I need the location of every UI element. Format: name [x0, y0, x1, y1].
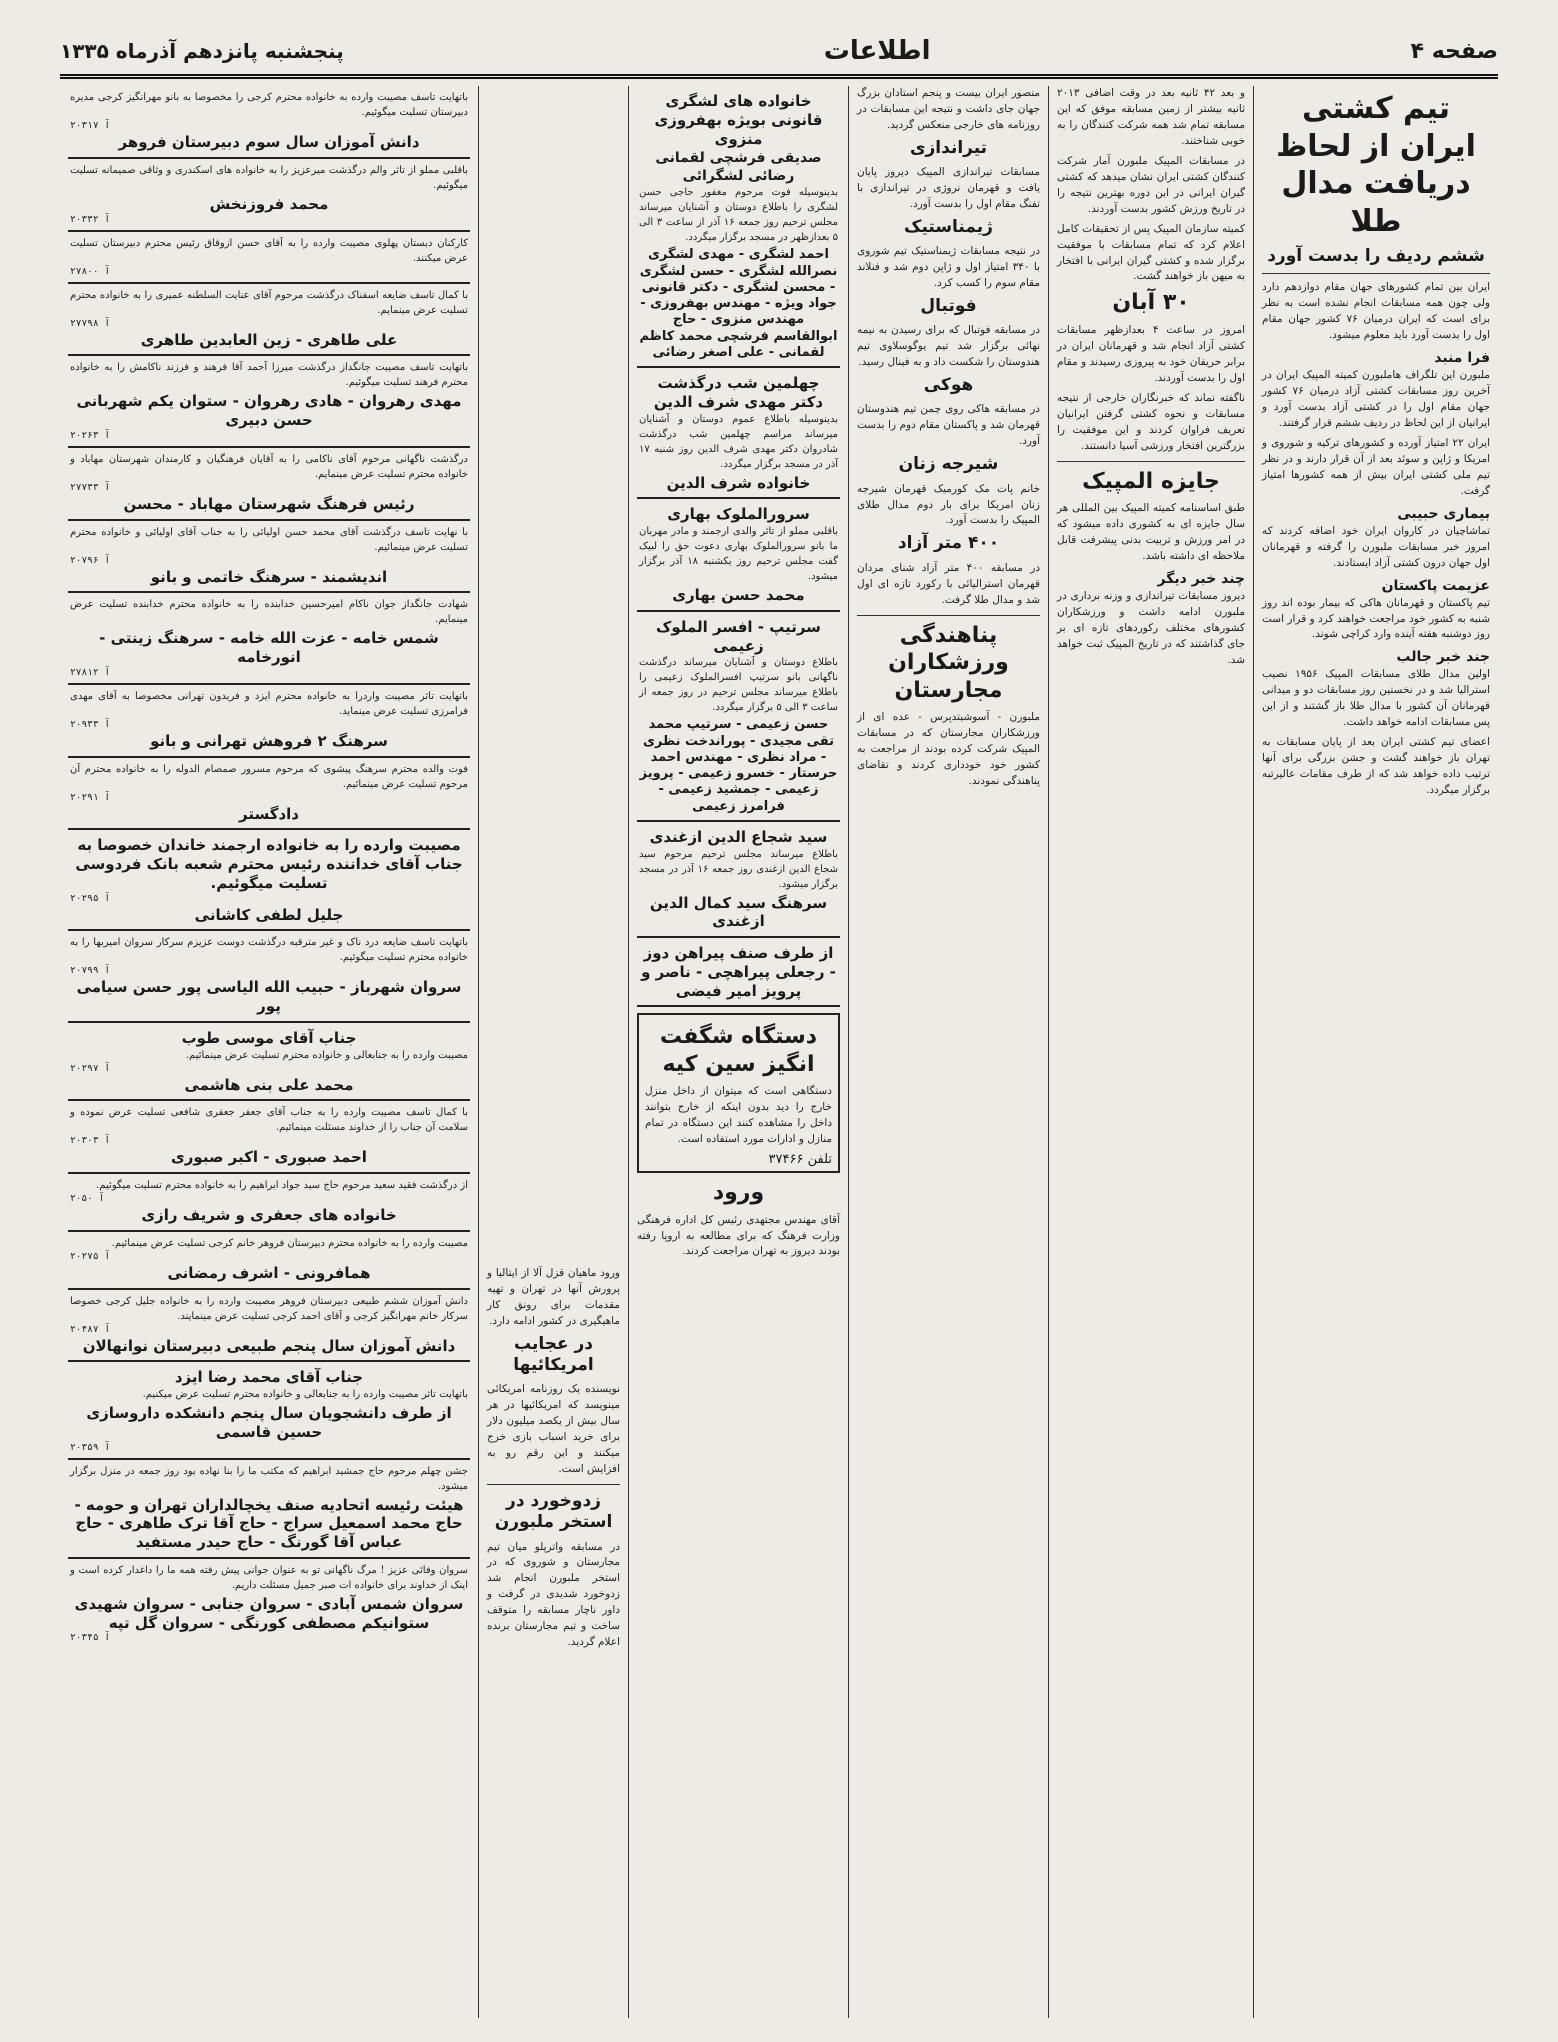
notice-title: سید شجاع الدین ازغندی [649, 827, 828, 846]
notice-code: ۲۰۵۰ آ [70, 1193, 105, 1204]
notice-text: باتهایت تاثر مصیبت وارده را به جنابعالی و خانواده محترم تسلیت عرض میکنیم. [142, 1389, 468, 1400]
notice-text: باقلبی مملو از تاثر والدی ارجمند و مادر مهربان ما بانو سرورالملوک بهاری دعوت حق را لبیک گفت مجلس ترحیم روز یکشنبه ۱۸ آذر برگزار میشود. [639, 526, 838, 582]
notice-code: ۲۷۸۱۲ آ [70, 666, 111, 678]
notice-text: باطلاع دوستان و آشنایان میرساند درگذشت ناگهانی بانو سرتیپ افسرالملوک زعیمی را باطلاع میرساند مجلس ترحیم در روز جمعه از ساعت ۳ الی ۵ برگزار میگردد. [639, 657, 838, 714]
notice-code: ۲۰۳۳۲ آ [70, 213, 111, 225]
notice-text: با نهایت تاسف درگذشت آقای محمد حسن اولیائی را به جناب آقای اولیائی و خانواده محترم تسلیت عرض مینمائیم. [70, 526, 468, 553]
obituary-notice [637, 938, 840, 1007]
notice-signature: محمد علی بنی هاشمی [184, 1075, 354, 1094]
notice-text: دانش آموزان ششم طبیعی دبیرستان فروهر مصیبت وارده را به خانواده جلیل کرجی خصوصا سرکار خانم مهرانگیز کرجی و آقای احمد کرجی تسلیت عرض مینمایند. [70, 1295, 468, 1322]
notice-text: باتهایت تاثر مصیبت واردرا به خانواده محترم ایزد و فریدون تهرانی مخصوصا به آقای مهدی فرامرزی تسلیت عرض مینماید. [70, 690, 468, 717]
notice-text: سروان وفائی عزیز ! مرگ ناگهانی تو به عنوان جوانی پیش رفته همه ما را داغدار کرده است و اینک از خداوند برای خانواده ات صبر جمیل مسئلت داریم. [70, 1564, 468, 1591]
condolence-notice [68, 356, 470, 448]
notice-signature: هیئت رئیسه اتحادیه صنف یخچالداران تهران و حومه - حاج محمد اسمعیل سراج - حاج آقا ترک طاهری - حاج عباس آقا گورنگ - حاج حیدر مستفید [74, 1495, 464, 1551]
condolence-notice [68, 1559, 470, 1649]
article-subhead: فرا منبد [1434, 350, 1490, 367]
condolence-notice [68, 1174, 470, 1232]
notice-signature: خانواده شرف الدین [666, 473, 811, 492]
article-paragraph: و بعد ۴۲ ثانیه بعد در وقت اضافی ۲۰۱۳ ثانیه بیشتر از زمین مسابقه موفق که این مسابقه تمام شد همه شرکت کنندگان را به خوبی شناختند. [1057, 87, 1245, 147]
article-subhead: چند خبر دیگر [1157, 570, 1245, 587]
page-number: صفحه ۴ [1410, 38, 1498, 64]
notice-code: ۲۰۲۷۵ آ [70, 1250, 111, 1262]
notice-title: خانواده های لشگری قانونی بویژه بهفروزی منزوی [654, 92, 823, 148]
notice-code: ۲۰۲۹۷ آ [70, 1062, 111, 1074]
notice-signature: دانش آموزان سال سوم دبیرستان فروهر [118, 133, 420, 151]
condolence-notice [68, 86, 470, 159]
column-3 [848, 86, 1048, 2018]
main-headline: تیم کشتی ایران از لحاظ دریافت مدال طلا [1276, 91, 1476, 239]
notice-signature: احمد صبوری - اکبر صبوری [171, 1148, 367, 1167]
condolence-notice [68, 159, 470, 232]
notice-code: ۲۰۳۴۵ آ [70, 1632, 111, 1644]
columns [60, 86, 1498, 2018]
obituary-notice [637, 499, 840, 612]
notice-code: ۲۰۲۹۵ آ [70, 892, 111, 904]
notice-code: ۲۰۳۱۷ آ [70, 120, 111, 131]
notice-text: شهادت جانگداز جوان ناکام امیرحسین خدابنده را به خانواده محترم خدابنده تسلیت عرض مینمایم. [70, 599, 468, 626]
notice-title: سرتیپ - افسر الملوک زعیمی [656, 617, 821, 655]
article-paragraph: امروز در ساعت ۴ بعدازظهر مسابقات کشتی آزاد انجام شد و قهرمانان ایران در برابر حریفان خود به پیروزی رسیدند و مقام اول را بدست آوردند. [1057, 323, 1245, 384]
notice-text: جشن چهلم مرحوم حاج جمشید ابراهیم که مکتب ما را بنا نهاده بود روز جمعه در منزل برگزار میشود. [70, 1465, 468, 1492]
ad-title: دستگاه شگفت انگیز سین کیه [659, 1024, 818, 1077]
notice-code: ۲۷۷۳۳ آ [70, 481, 111, 493]
issue-date: پنجشنبه پانزدهم آذرماه ۱۳۳۵ [60, 39, 344, 63]
notice-signature: محمد فروزنخش [209, 194, 329, 213]
curiosities-headline: در عجایب امریکائیها [513, 1333, 594, 1376]
divider [1057, 461, 1245, 462]
ad-text: دستگاهی است که میتوان از داخل منزل خارج را دید بدون اینکه از خارج بتوانند داخل را مشاهده کنند این دستگاه در تمام منازل و ادارات مورد استفاده است. [645, 1085, 832, 1146]
notice-signature: همافرونی - اشرف رمضانی [167, 1263, 371, 1282]
article-paragraph: در مسابقه فوتبال که برای رسیدن به نیمه نهائی برگزار شد تیم یوگوسلاوی تیم هندوستان را شکست داد و به فینال رسید. [857, 324, 1040, 369]
advertisement [637, 1013, 840, 1173]
obituary-notice [637, 612, 840, 822]
arrival-headline: ورود [712, 1180, 765, 1206]
article-paragraph: در مسابقه ۴۰۰ متر آزاد شنای مردان قهرمان استرالیائی با رکورد تازه ای اول شد و مدال طلا گرفت. [857, 561, 1040, 606]
notice-text: از درگذشت فقید سعید مرحوم حاج سید جواد ابراهیم را به خانواده محترم تسلیت میگوئیم. [96, 1180, 468, 1191]
article-paragraph: نویسنده یک روزنامه امریکائی مینویسد که امریکائیها در هر سال بیش از یکصد میلیون دلار برای خرید اسباب بازی خرج میکنند و این رقم رو به افزایش است. [487, 1383, 620, 1476]
article-paragraph: دیروز مسابقات تیراندازی و وزنه برداری در ملبورن ادامه داشت و ورزشکاران کشورهای مختلف رکوردهای تازه ای بر جای گذاشتند که در تاریخ المپیک ثبت خواهد شد. [1057, 589, 1245, 666]
notice-signatories: احمد لشگری - مهدی لشگری نصرالله لشگری - حسن لشگری - محسن لشگری - دکتر قانونی جواد ویژه - مهندس بهفروزی - مهندس منزوی - حاج ابوالقاسم فرشچی محمد کاظم لقمانی - علی اصغر رضائی [639, 247, 838, 360]
notice-text: مصیبت وارده را به خانواده ارجمند خاندان خصوصا به جناب آقای خداننده رئیس محترم شعبه بانک فردوسی تسلیت میگوئیم. [75, 836, 463, 892]
condolence-notice [68, 1290, 470, 1363]
article-paragraph: اعضای تیم کشتی ایران بعد از پایان مسابقات به تهران باز خواهند گشت و جشن بزرگی برای آنها ترتیب داده خواهد شد که از طرف مقامات عالیرتبه برگزار میگردد. [1262, 736, 1490, 797]
notice-signature: سروان شمس آبادی - سروان جنابی - سروان شهیدی ستوانیکم مصطفی کورنگی - سروان گل تپه [74, 1594, 464, 1632]
article-subhead: ۳۰ آبان [1112, 290, 1190, 316]
condolence-notice [68, 1460, 470, 1559]
article-paragraph: تیم پاکستان و قهرمانان هاکی که بیمار بوده اند روز شنبه به کشور خود مراجعت خواهند کرد و قرار است روز دوشنبه هفته آینده وارد کراچی شوند. [1262, 596, 1490, 641]
notice-signature: اندیشمند - سرهنگ خاتمی و بانو [150, 567, 388, 586]
column-4 [628, 86, 848, 2018]
obituary-notice [637, 368, 840, 499]
notice-signature: دانش آموزان سال پنجم طبیعی دبیرستان نوانهالان [82, 1336, 456, 1355]
notice-title: چهلمین شب درگذشت دکتر مهدی شرف الدین [653, 374, 824, 411]
obituary-notice [637, 822, 840, 938]
notice-code: ۲۰۲۶۳ آ [70, 429, 111, 441]
notice-text: باتهایت تاسف مصیبت جانگداز درگذشت میرزا آحمد آقا فرهند و فرزند ناکامش را به خانواده محترم فرهند تسلیت میگوئیم. [70, 362, 468, 389]
notice-signature: مهدی رهروان - هادی رهروان - ستوان یکم شهربانی حسن دبیری [76, 392, 462, 429]
notice-subtitle: صدیقی فرشچی لقمانی رضائی لشگرائی [655, 150, 822, 184]
notice-code: ۲۷۷۹۸ آ [70, 317, 111, 329]
notice-text: مصیبت وارده را به جنابعالی و خانواده محترم تسلیت عرض مینمائیم. [185, 1049, 468, 1061]
notice-code: ۲۰۲۹۱ آ [70, 791, 111, 803]
notice-text: باطلاع میرساند مجلس ترحیم مرحوم سید شجاع الدین ازغندی روز جمعه ۱۶ آذر در مسجد برگزار میشود. [639, 848, 838, 890]
column-6 [60, 86, 478, 2018]
divider [487, 1484, 620, 1485]
notice-title: جناب آقای محمد رضا ایزد [174, 1368, 364, 1387]
notice-title: سرورالملوک بهاری [667, 505, 810, 524]
asylum-headline: پناهندگی ورزشکاران مجارستان [888, 622, 1009, 703]
notice-continuation-space [487, 86, 620, 1266]
article-paragraph: منصور ایران بیست و پنجم استادان بزرگ جهان جای داشت و نتیجه این مسابقات در روزنامه های خارجی منعکس گردید. [857, 87, 1040, 131]
condolence-notice [68, 521, 470, 594]
article-paragraph: کمیته سازمان المپیک پس از تحقیقات کامل اعلام کرد که تمام مسابقات با موفقیت برگزار شده و کشتی گیران ایرانی با افتخار به میهن باز خواهند گشت. [1057, 222, 1245, 283]
notice-text: باقلبی مملو از تاثر والم درگذشت میرعزیز را به خانواده های اسکندری و وثاقی صمیمانه تسلیت میگوئیم. [70, 164, 468, 191]
obituary-notice [637, 86, 840, 368]
article-paragraph: در مسابقه واترپلو میان تیم مجارستان و شوروی که در استخر ملبورن انجام شد زدوخورد شدیدی در گرفت و داور ناچار مسابقه را متوقف ساخت و تیم مجارستان برنده اعلام گردید. [487, 1540, 620, 1649]
notice-text: کارکنان دبستان پهلوی مصیبت وارده را به آقای حسن ازوقاق رئیس محترم دبیرستان تسلیت عرض میکنند. [70, 237, 468, 264]
notice-text: با کمال تاسف مصیبت وارده را به جناب آقای جعفر جعفری شافعی تسلیت عرض نموده و سلامت آن جناب را از خداوند مسئلت مینمائیم. [70, 1107, 468, 1134]
notice-text: باتهایت تاسف مصیبت وارده به خانواده محترم کرجی را مخصوصا به بانو مهرانگیز کرجی مدیره دبیرستان تسلیت میگوئیم. [70, 92, 468, 118]
article-paragraph: ایران بین تمام کشورهای جهان مقام دوازدهم دارد ولی چون همه مسابقات انجام نشده است به نظر برای است که ایران درمیان ۷۶ کشور جهان مقام اول را بدست آورد باید معلوم میشود. [1262, 281, 1490, 342]
condolence-notice [68, 284, 470, 357]
article-paragraph: مسابقات تیراندازی المپیک دیروز پایان یافت و قهرمان نروژی در تیراندازی با تفنگ مقام اول را بدست آورد. [857, 166, 1040, 211]
article-paragraph: در مسابقات المپیک ملبورن آمار شرکت کنندگان کشتی ایران نشان میدهد که کشتی گیران ایرانی در این دوره بهترین نتیجه را در تاریخ ورزش کشور بدست آوردند. [1057, 154, 1245, 215]
notice-code: ۲۷۸۰۰ آ [70, 265, 111, 277]
column-1 [1253, 86, 1498, 2018]
condolence-notice [68, 931, 470, 1023]
article-paragraph: ملبورن این تلگراف هاملبورن کمیته المپیک ایران در آخرین روز مسابقات کشتی آزاد درمیان ۷۶ کشور جهان مقام اول را در کشتی آزاد بدست آورد و ایرانیان از این لحاظ در ردیف ششم قرار گرفتند. [1262, 369, 1490, 429]
condolence-notice [68, 1101, 470, 1174]
olympic-prize-headline: جایزه المپیک [1082, 468, 1220, 494]
article-paragraph: خانم پات مک کورمیک قهرمان شیرجه زنان امریکا برای بار دوم مدال طلای المپیک را بدست آورد. [857, 482, 1040, 527]
notice-text: با کمال تاسف ضایعه اسفناک درگذشت مرحوم آقای عنایت السلطنه عمیری را به خانواده محترم تسلیت عرض مینمایم. [70, 289, 468, 316]
notice-text: بدینوسیله باطلاع عموم دوستان و آشنایان میرساند مراسم چهلمین شب درگذشت شادروان دکتر مهدی شرف الدین روز شنبه ۱۷ آذر در مسجد برگزار میگردد. [639, 413, 838, 470]
article-paragraph: در مسابقه هاکی روی چمن تیم هندوستان قهرمان شد و پاکستان مقام دوم را بدست آورد. [857, 403, 1040, 448]
notice-signature: شمس خامه - عزت الله خامه - سرهنگ زینتی - انورخامه [99, 629, 439, 666]
article-subhead: هوکی [923, 375, 974, 396]
notice-signature: علی طاهری - زین العابدین طاهری [140, 330, 398, 349]
article-subhead: ژیمناستیک [904, 216, 993, 237]
article-subhead: بیماری حبیبی [1397, 505, 1490, 522]
notice-code: ۲۰۷۹۶ آ [70, 554, 111, 566]
notice-code: ۲۰۷۹۹ آ [70, 965, 111, 977]
notice-signatories: حسن زعیمی - سرتیپ محمد تقی مجیدی - پوراندخت نظری - مراد نظری - مهندس احمد حرستار - خسرو زعیمی - پرویز زعیمی - جمشید زعیمی - فرامرز زعیمی [639, 717, 838, 814]
article-paragraph: طبق اساسنامه کمیته المپیک بین المللی هر سال جایزه ای به کشوری داده میشود که در امر ورزش و تربیت بدنی پیشرفت قابل ملاحظه ای داشته باشد. [1057, 502, 1245, 562]
newspaper-name: اطلاعات [823, 36, 931, 66]
column-5 [478, 86, 628, 2018]
notice-code: ۲۰۹۳۳ آ [70, 718, 111, 730]
article-subhead: عزیمت پاکستان [1381, 577, 1490, 594]
notice-code: ۲۰۴۸۷ آ [70, 1323, 111, 1335]
ad-phone: تلفن ۳۷۴۶۶ [768, 1152, 832, 1168]
column-2 [1048, 86, 1253, 2018]
article-subhead: فوتبال [920, 296, 977, 317]
notice-signature: از طرف دانشجویان سال پنجم دانشکده داروسازی حسین قاسمی [86, 1404, 452, 1441]
notice-text: درگذشت ناگهانی مرحوم آقای ناکامی را به آقایان فرهنگیان و کارمندان شهرستان مهاباد و خانواده محترم تسلیت عرض مینمایم. [70, 453, 468, 480]
article-subhead: شیرجه زنان [898, 454, 999, 475]
notice-signature: سرهنگ سید کمال الدین ازغندی [649, 893, 828, 931]
divider [857, 615, 1040, 616]
notice-text: فوت والده محترم سرهنگ پیشوی که مرحوم مسرور صمصام الدوله را به خانواده محترم آن مرحوم تسلیت عرض مینمائیم. [70, 763, 468, 790]
article-subhead: تیراندازی [909, 137, 988, 158]
condolence-notice [68, 830, 470, 931]
notice-signature: محمد حسن بهاری [672, 586, 805, 604]
article-subhead: ۴۰۰ متر آزاد [897, 533, 1000, 554]
notice-signature: دادگستر [239, 804, 299, 823]
article-paragraph: آقای مهندس مجتهدی رئیس کل اداره فرهنگی وزارت فرهنگ که برای مطالعه به اروپا رفته بودند دیروز به تهران مراجعت کردند. [637, 1213, 840, 1258]
article-paragraph: در نتیجه مسابقات ژیمناستیک تیم شوروی با ۳۴۰ امتیاز اول و ژاپن دوم شد و فنلاند مقام سوم را کسب کرد. [857, 245, 1040, 290]
condolence-notice [68, 758, 470, 831]
condolence-notice [68, 232, 470, 284]
notice-signature: سروان شهرباز - حبیب الله الیاسی پور حسن سیامی پور [76, 978, 462, 1015]
condolence-notice [68, 685, 470, 758]
divider [1262, 273, 1490, 274]
main-subheadline: ششم ردیف را بدست آورد [1267, 246, 1485, 266]
notice-title: از طرف صنف پیراهن دوز - رجعلی پیراهچی - ناصر و پرویز امیر فیضی [641, 944, 836, 1000]
notice-title: جناب آقای موسی طوب [181, 1028, 357, 1047]
article-paragraph: اولین مدال طلای مسابقات المپیک ۱۹۵۶ نصیب استرالیا شد و در نخستین روز مسابقات دو و میدانی قهرمانان آن کشور با مدال طلا باز گشتند و از این پس مسابقات ادامه خواهد داشت. [1262, 668, 1490, 729]
condolence-notice [68, 593, 470, 685]
article-subhead: جند خبر جالب [1396, 649, 1490, 666]
condolence-notice [68, 1232, 470, 1290]
notice-text: بدینوسیله فوت مرحوم مغفور حاجی حسن لشگری را باطلاع دوستان و آشنایان میرساند مجلس ترحیم روز جمعه ۱۶ آذر از ساعت ۳ الی ۵ بعدازظهر در مسجد برگزار میگردد. [639, 187, 838, 244]
masthead [60, 28, 1498, 79]
notice-code: ۲۰۳۵۹ آ [70, 1441, 111, 1453]
article-paragraph: ملبورن - آسوشیتدپرس - عده ای از ورزشکاران مجارستان که در مسابقات المپیک شرکت کرده بودند از مراجعت به کشور خود خودداری کردند و تقاضای پناهندگی نمودند. [857, 711, 1040, 787]
condolence-notice [68, 1023, 470, 1102]
notice-signature: رئیس فرهنگ شهرستان مهاباد - محسن [123, 494, 415, 513]
notice-text: مصیبت وارده را به خانواده محترم دبیرستان فروهر خانم کرجی تسلیت عرض مینمائیم. [111, 1237, 468, 1249]
article-paragraph: تماشاچیان در کاروان ایران خود اضافه کردند که امروز خبر مسابقات ملبورن را گرفته و قهرمانان اول جهان درون کشتی آزاد ایستادند. [1262, 524, 1490, 569]
article-paragraph: ناگفته نماند که خبرنگاران خارجی از نتیجه مسابقات و نحوه کشتی گرفتن ایرانیان تعریف فراوان کردند و این موفقیت را بزرگترین افتخار ورزشی آسیا دانستند. [1057, 391, 1245, 452]
article-paragraph: ایران ۲۲ امتیاز آورده و کشورهای ترکیه و شوروی و امریکا و ژاپن و سوئد بعد از آن قرار دارند و در نظر تیم ملی کشتی ایران بیش از همه کشورها امتیاز گرفت. [1262, 436, 1490, 497]
notice-signature: خانواده های جعفری و شریف رازی [141, 1206, 397, 1224]
condolence-notice [68, 448, 470, 521]
notice-signature: سرهنگ ۲ فروهش تهرانی و بانو [150, 731, 388, 750]
notice-text: باتهایت تاسف ضایعه درد ناک و غیر مترقبه درگذشت دوست عزیزم سرکار سروان امیربها را به خانواده محترم تسلیت میگوئیم. [70, 937, 468, 964]
article-paragraph: ورود ماهیان قزل آلا از ایتالیا و پرورش آنها در تهران و تهیه مقدمات برای رونق کار ماهیگیری در کشور ادامه دارد. [487, 1267, 620, 1327]
notice-code: ۲۰۳۰۳ آ [70, 1135, 111, 1147]
notice-signature: جلیل لطفی کاشانی [194, 905, 344, 924]
condolence-notice [68, 1362, 470, 1459]
melbourne-pool-headline: زدوخورد در استخر ملبورن [494, 1491, 613, 1533]
